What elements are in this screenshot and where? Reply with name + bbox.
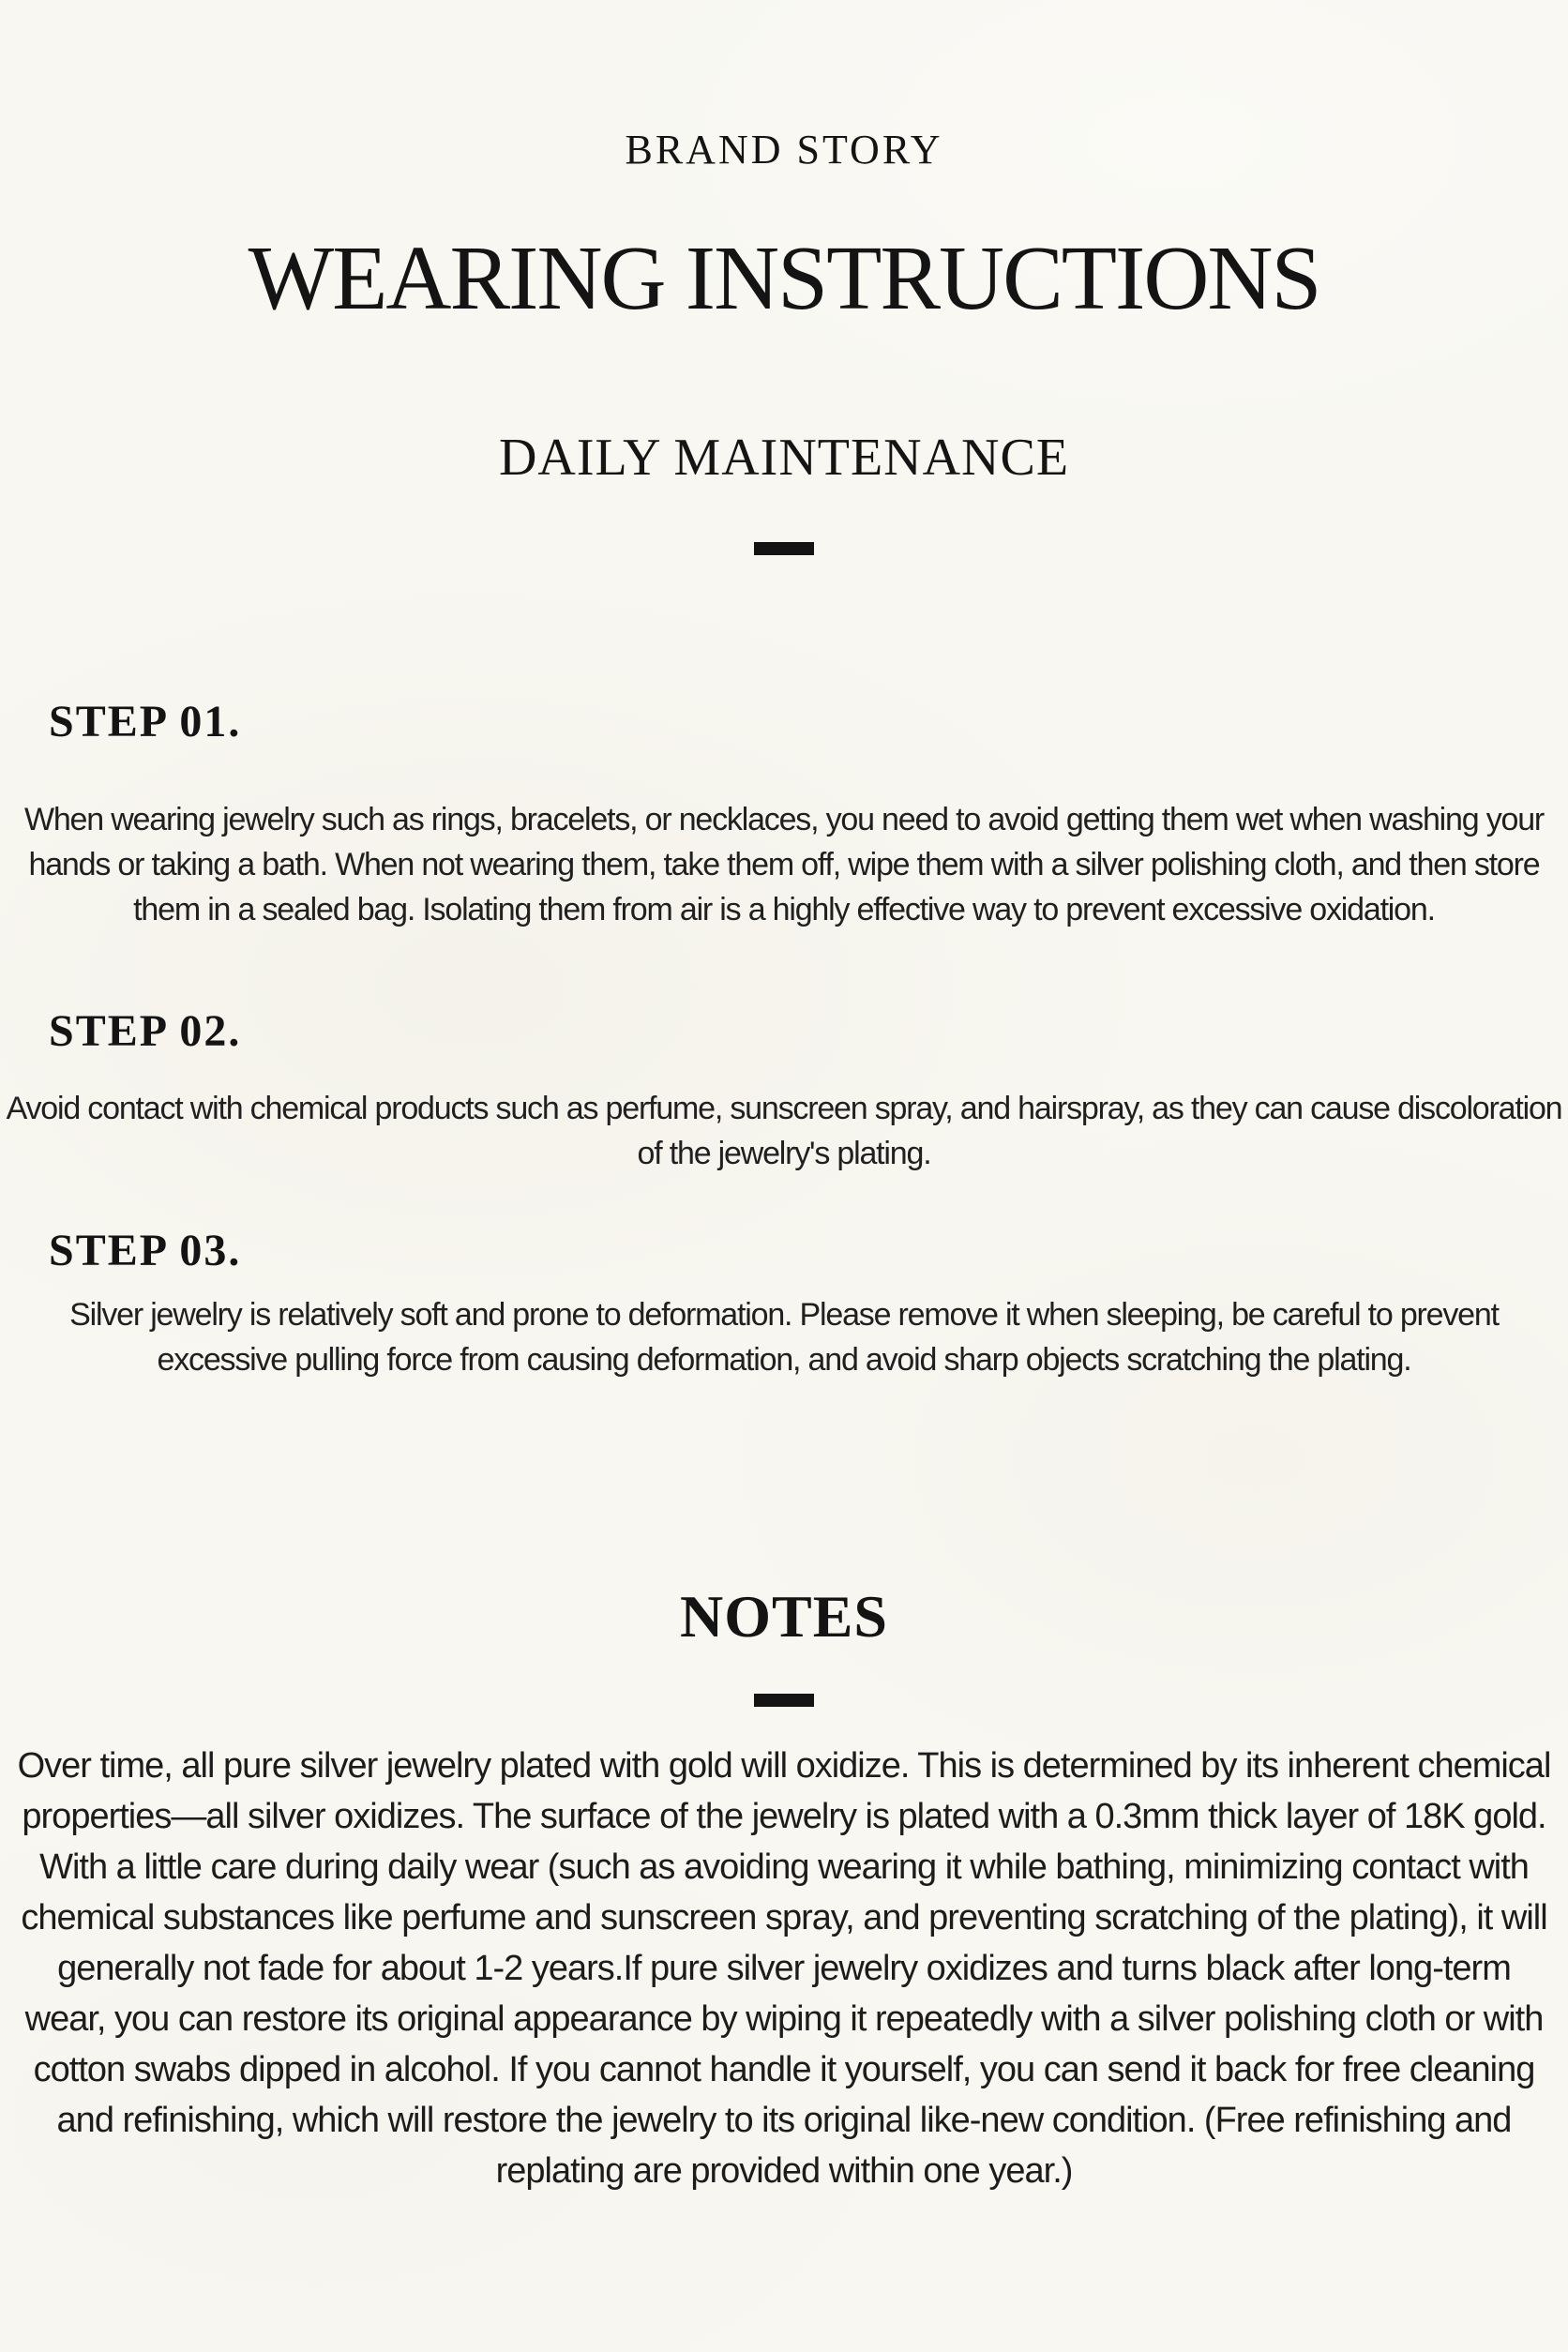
notes-heading: NOTES (680, 1583, 888, 1650)
notes-text: Over time, all pure silver jewelry plated with gold will oxidize. This is determined by its inherent chemical properties—all silver oxidizes. The surface of the jewelry is plated with a 0.3mm thick layer of 18K gold. With a little care during daily wear (such as avoiding wearing it while bathing, minimizing contact with chemical substances like perfume and sunscreen spray, and preventing scratching of the plating), it will generally not fade for about 1-2 years.If pure silver jewelry oxidizes and turns black after long-term wear, you can restore its original appearance by wiping it repeatedly with a silver polishing cloth or with cotton swabs dipped in alcohol. If you cannot handle it yourself, you can send it back for free cleaning and refinishing, which will restore the jewelry to its original like-new condition. (Free refinishing and replating are provided within one year.) (17, 1746, 1551, 2191)
step-03-text: Silver jewelry is relatively soft and prone to deformation. Please remove it when sleeping, be careful to prevent excessive pulling force from causing deformation, and avoid sharp objects scratching the plating. (69, 1297, 1499, 1378)
step-02-text: Avoid contact with chemical products such as perfume, sunscreen spray, and hairspray, as they can cause discoloration of the jewelry's plating. (6, 1091, 1562, 1171)
daily-maintenance-subtitle: DAILY MAINTENANCE (498, 429, 1070, 487)
divider-dash (754, 542, 814, 555)
divider-dash (754, 1694, 814, 1707)
step-02-heading: STEP 02. (49, 1006, 242, 1056)
brand-story-label: BRAND STORY (625, 127, 943, 173)
step-01-heading: STEP 01. (49, 697, 242, 746)
step-01-text: When wearing jewelry such as rings, bracelets, or necklaces, you need to avoid getting them wet when washing your hands or taking a bath. When not wearing them, take them off, wipe them with a silver polishing cloth, and then store them in a sealed bag. Isolating them from air is a highly effective way to prevent excessive oxidation. (23, 802, 1545, 927)
page-title: WEARING INSTRUCTIONS (248, 228, 1320, 328)
step-03-heading: STEP 03. (49, 1226, 242, 1275)
